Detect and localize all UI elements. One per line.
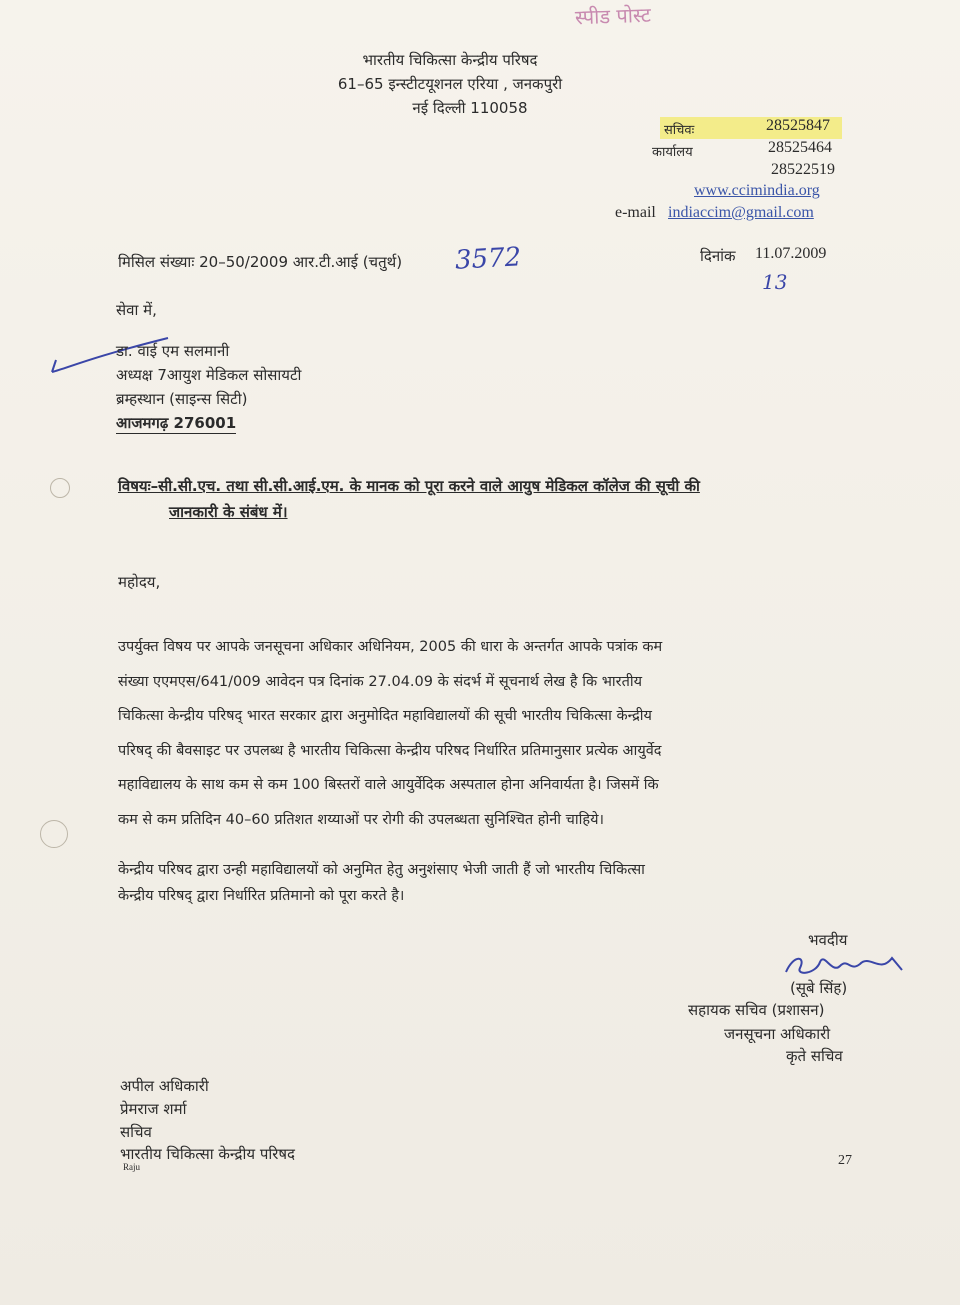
appeal-title: अपील अधिकारी: [120, 1077, 209, 1095]
paragraph-line: चिकित्सा केन्द्रीय परिषद् भारत सरकार द्वारा अनुमोदित महाविद्यालयों की सूची भारतीय चिकित्सा केन्द्रीय: [118, 708, 652, 724]
recipient-city: आजमगढ़ 276001: [116, 414, 237, 432]
org-name: भारतीय चिकित्सा केन्द्रीय परिषद: [362, 51, 538, 69]
email-link[interactable]: indiaccim@gmail.com: [668, 204, 814, 221]
org-city: नई दिल्ली 110058: [412, 99, 528, 117]
typist-initials: Raju: [123, 1162, 140, 1172]
file-number: मिसिल संख्याः 20–50/2009 आर.टी.आई (चतुर्थ): [118, 253, 403, 271]
appeal-org: भारतीय चिकित्सा केन्द्रीय परिषद: [120, 1145, 296, 1163]
paragraph-line: संख्या एएमएस/641/009 आवेदन पत्र दिनांक 27.04.09 के संदर्भ में सूचनार्थ लेख है कि भारतीय: [118, 673, 643, 690]
speed-post-stamp: स्पीड पोस्ट: [574, 2, 652, 30]
website-link[interactable]: www.ccimindia.org: [694, 182, 820, 199]
punch-hole: [50, 478, 70, 498]
paragraph-line: महाविद्यालय के साथ कम से कम 100 बिस्तरों वाले आयुर्वेदिक अस्पताल होना अनिवार्यता है। जिसमें कि: [118, 777, 659, 793]
paragraph-line: कम से कम प्रतिदिन 40–60 प्रतिशत शय्याओं पर रोगी की उपलब्धता सुनिश्चित होनी चाहिये।: [118, 811, 604, 828]
paragraph-1: [118, 630, 856, 837]
secretary-label: सचिवः: [664, 123, 695, 138]
appeal-name: प्रेमराज शर्मा: [120, 1100, 187, 1118]
org-address: 61–65 इन्स्टीटयूशनल एरिया , जनकपुरी: [337, 75, 563, 93]
date-label: दिनांक: [700, 247, 736, 265]
paragraph-2: [118, 857, 856, 909]
subject-line-1: विषयः–सी.सी.एच. तथा सी.सी.आई.एम. के मानक को पूरा करने वाले आयुष मेडिकल कॉलेज की सूची की: [118, 477, 700, 495]
email-label: e-mail: [615, 204, 656, 221]
office-phone-1: 28525464: [768, 139, 832, 156]
handwritten-date: 13: [762, 270, 788, 294]
recipient-place: ब्रम्हस्थान (साइन्स सिटी): [116, 390, 248, 408]
closing: भवदीय: [808, 931, 848, 949]
letter-date: 11.07.2009: [755, 245, 827, 262]
recipient-designation: अध्यक्ष 7आयुश मेडिकल सोसायटी: [116, 366, 302, 384]
office-phone-2: 28522519: [771, 161, 835, 178]
signatory-designation-1: सहायक सचिव (प्रशासन): [688, 1001, 825, 1019]
paragraph-line: परिषद् की बैवसाइट पर उपलब्ध है भारतीय चिकित्सा केन्द्रीय परिषद निर्धारित प्रतिमानुसार प्रत्येक आयुर्वेद: [118, 742, 662, 759]
page-number: 27: [838, 1153, 852, 1168]
paragraph-line: केन्द्रीय परिषद् द्वारा निर्धारित प्रतिमानो को पूरा करते है।: [118, 888, 405, 904]
signatory-designation-3: कृते सचिव: [786, 1047, 843, 1065]
salutation: सेवा में,: [116, 301, 157, 319]
paragraph-line: केन्द्रीय परिषद द्वारा उन्ही महाविद्यालयों को अनुमित हेतु अनुशंसाए भेजी जाती हैं जो भारतीय चिकित्सा: [118, 862, 645, 878]
paragraph-line: उपर्युक्त विषय पर आपके जनसूचना अधिकार अधिनियम, 2005 की धारा के अन्तर्गत आपके पत्रांक कम: [118, 639, 663, 655]
secretary-phone: 28525847: [766, 117, 830, 134]
signatory-designation-2: जनसूचना अधिकारी: [724, 1025, 831, 1043]
punch-hole: [40, 820, 68, 848]
greeting: महोदय,: [118, 573, 161, 591]
handwritten-number: 3572: [454, 242, 522, 276]
signatory-name: (सूबे सिंह): [790, 979, 848, 997]
appeal-designation: सचिव: [120, 1123, 152, 1141]
office-label: कार्यालय: [652, 145, 693, 160]
recipient-name: डा. वाई एम सलमानी: [116, 342, 230, 360]
subject-line-2: जानकारी के संबंध में।: [169, 503, 288, 521]
